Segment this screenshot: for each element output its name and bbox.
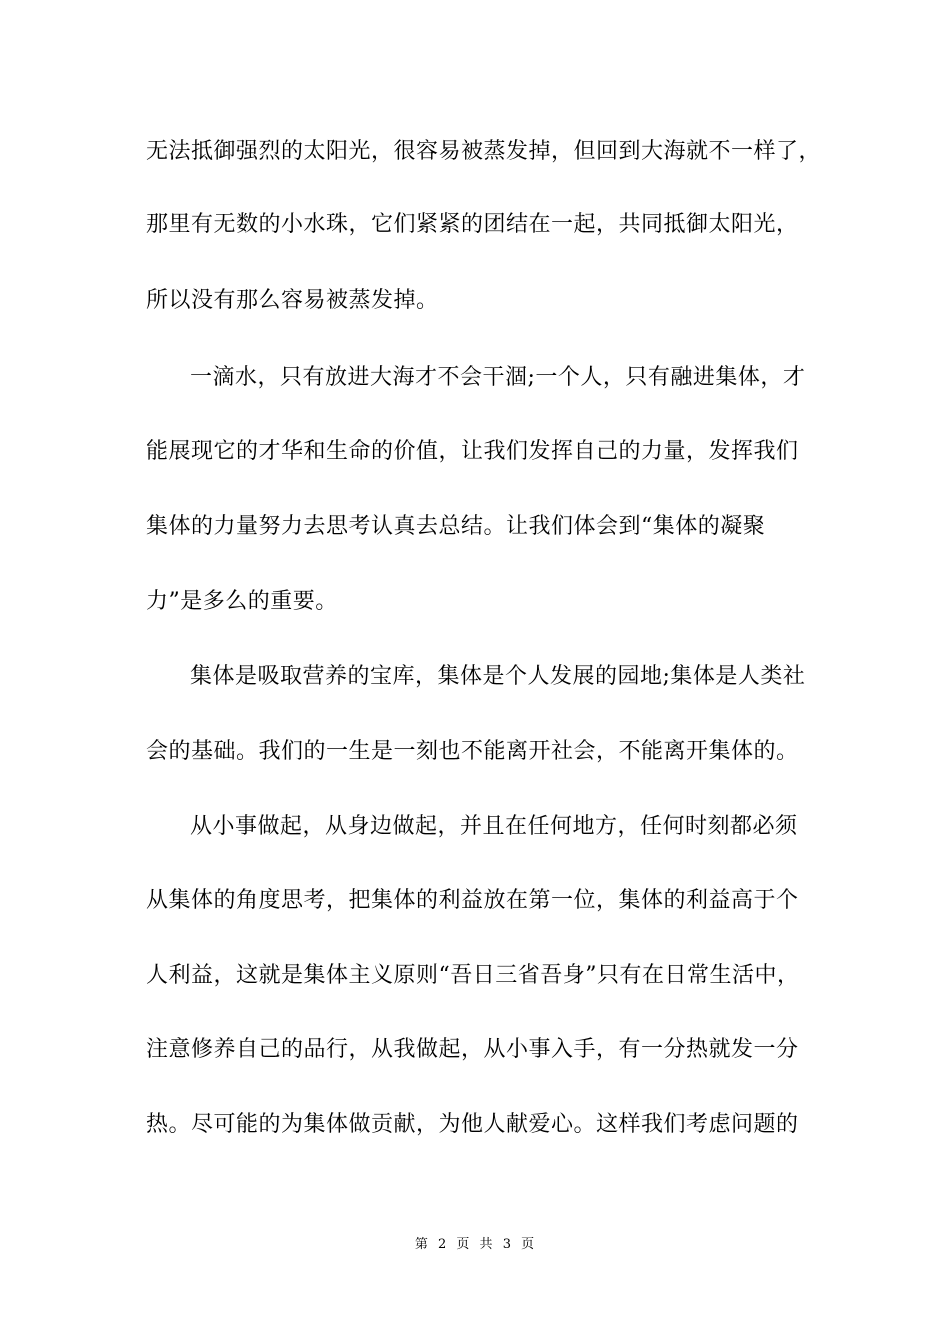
body-text-line: 从集体的角度思考，把集体的利益放在第一位，集体的利益高于个 bbox=[146, 888, 799, 913]
body-text-line: 那里有无数的小水珠，它们紧紧的团结在一起，共同抵御太阳光， bbox=[146, 212, 799, 237]
body-text-line: 能展现它的才华和生命的价值，让我们发挥自己的力量，发挥我们 bbox=[146, 439, 799, 464]
body-text-line: 集体的力量努力去思考认真去总结。让我们体会到“集体的凝聚 bbox=[146, 514, 766, 539]
body-text-line: 热。尽可能的为集体做贡献，为他人献爱心。这样我们考虑问题的 bbox=[146, 1112, 799, 1137]
body-text-line: 力”是多么的重要。 bbox=[146, 589, 338, 614]
body-text-line: 会的基础。我们的一生是一刻也不能离开社会，不能离开集体的。 bbox=[146, 739, 799, 764]
page-number-footer: 第 2 页 共 3 页 bbox=[414, 1237, 536, 1252]
body-text-line: 集体是吸取营养的宝库，集体是个人发展的园地;集体是人类社 bbox=[190, 664, 806, 689]
body-text-line: 一滴水，只有放进大海才不会干涸;一个人，只有融进集体，才 bbox=[190, 365, 806, 390]
body-text-line: 无法抵御强烈的太阳光，很容易被蒸发掉，但回到大海就不一样了， bbox=[146, 139, 822, 164]
body-text-line: 从小事做起，从身边做起，并且在任何地方，任何时刻都必须 bbox=[190, 814, 798, 839]
body-text-line: 人利益，这就是集体主义原则“吾日三省吾身”只有在日常生活中， bbox=[146, 963, 800, 988]
body-text-line: 注意修养自己的品行，从我做起，从小事入手，有一分热就发一分 bbox=[146, 1037, 799, 1062]
body-text-line: 所以没有那么容易被蒸发掉。 bbox=[146, 288, 439, 313]
